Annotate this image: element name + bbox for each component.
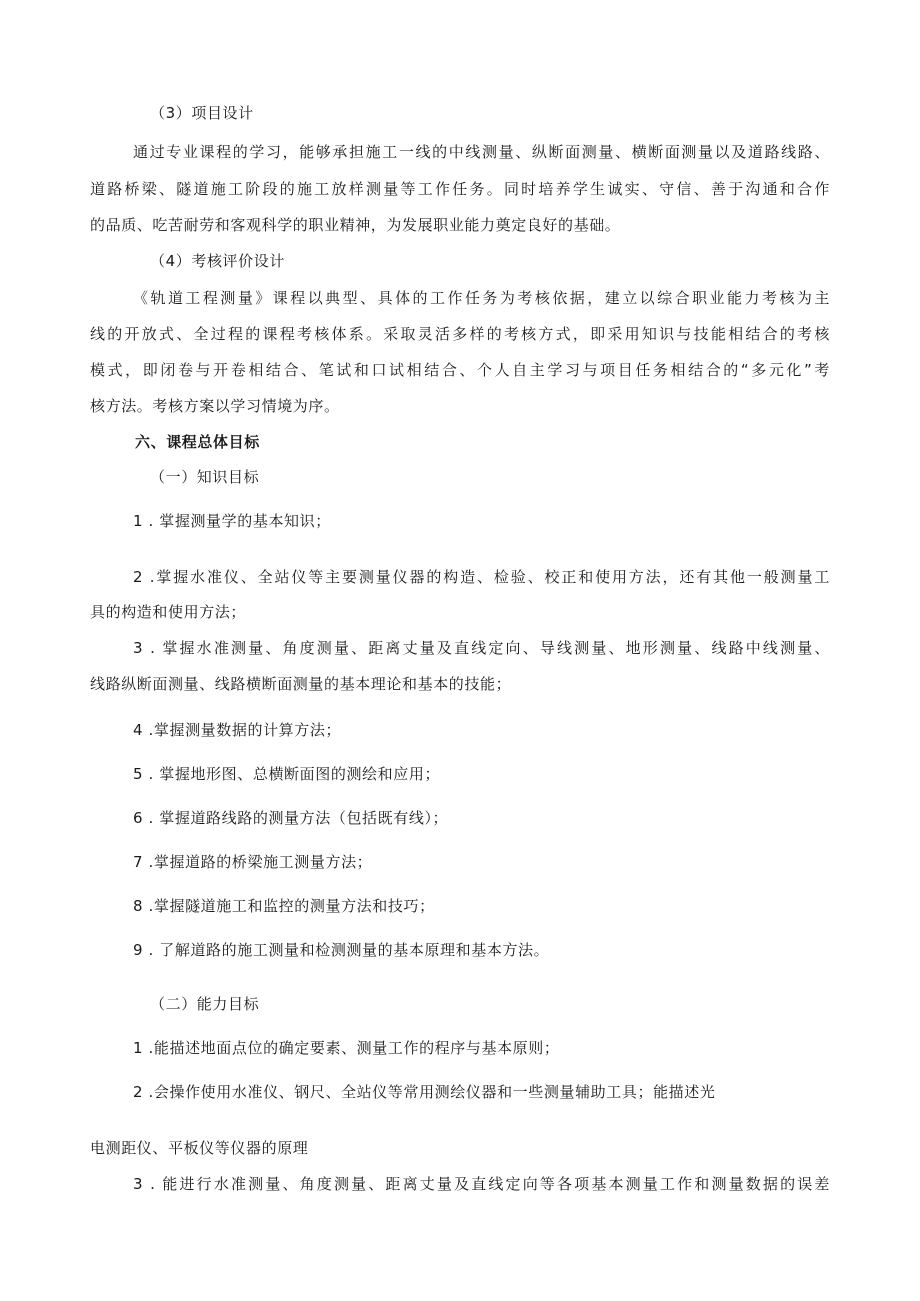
paragraph-line: 道路桥梁、隧道施工阶段的施工放样测量等工作任务。同时培养学生诚实、守信、善于沟通和合作 [90,180,830,198]
knowledge-item: 5 . 掌握地形图、总横断面图的测绘和应用； [133,765,441,783]
ability-item: 1 .能描述地面点位的确定要素、测量工作的程序与基本原则； [133,1039,560,1057]
knowledge-item: 4 .掌握测量数据的计算方法； [133,721,342,739]
ability-item: 2 .会操作使用水准仪、钢尺、全站仪等常用测绘仪器和一些测量辅助工具；能描述光 [133,1083,716,1101]
paragraph-line: 《轨道工程测量》课程以典型、具体的工作任务为考核依据，建立以综合职业能力考核为主 [133,289,830,307]
paragraph-line: 的品质、吃苦耐劳和客观科学的职业精神，为发展职业能力奠定良好的基础。 [90,216,621,234]
paragraph-line: 线的开放式、全过程的课程考核体系。采取灵活多样的考核方式，即采用知识与技能相结合的考核 [90,325,830,343]
knowledge-item: 9 . 了解道路的施工测量和检测测量的基本原理和基本方法。 [133,941,550,959]
knowledge-item: 2 .掌握水准仪、全站仪等主要测量仪器的构造、检验、校正和使用方法，还有其他一般测量工 [133,568,830,586]
knowledge-item-continued: 线路纵断面测量、线路横断面测量的基本理论和基本的技能； [90,675,512,693]
knowledge-item: 1 . 掌握测量学的基本知识； [133,512,331,530]
ability-heading: （二）能力目标 [150,995,260,1013]
knowledge-item: 8 .掌握隧道施工和监控的测量方法和技巧； [133,897,435,915]
chapter-heading: 六、课程总体目标 [135,433,260,451]
ability-item-continued: 电测距仪、平板仪等仪器的原理 [90,1139,309,1157]
knowledge-heading: （一）知识目标 [150,468,260,486]
knowledge-item: 3 . 掌握水准测量、角度测量、距离丈量及直线定向、导线测量、地形测量、线路中线测量、 [133,639,830,657]
paragraph-line: 通过专业课程的学习，能够承担施工一线的中线测量、纵断面测量、横断面测量以及道路线路、 [133,143,830,161]
knowledge-item-continued: 具的构造和使用方法； [90,603,247,621]
ability-item: 3 . 能进行水准测量、角度测量、距离丈量及直线定向等各项基本测量工作和测量数据的误差 [133,1175,830,1193]
knowledge-item: 7 .掌握道路的桥梁施工测量方法； [133,853,373,871]
project-design-heading: （3）项目设计 [150,104,254,122]
paragraph-line: 核方法。考核方案以学习情境为序。 [90,397,340,415]
knowledge-item: 6 . 掌握道路线路的测量方法（包括既有线）； [133,809,449,827]
assessment-heading: （4）考核评价设计 [150,252,285,270]
paragraph-line: 模式，即闭卷与开卷相结合、笔试和口试相结合、个人自主学习与项目任务相结合的“多元化”考 [90,361,830,379]
